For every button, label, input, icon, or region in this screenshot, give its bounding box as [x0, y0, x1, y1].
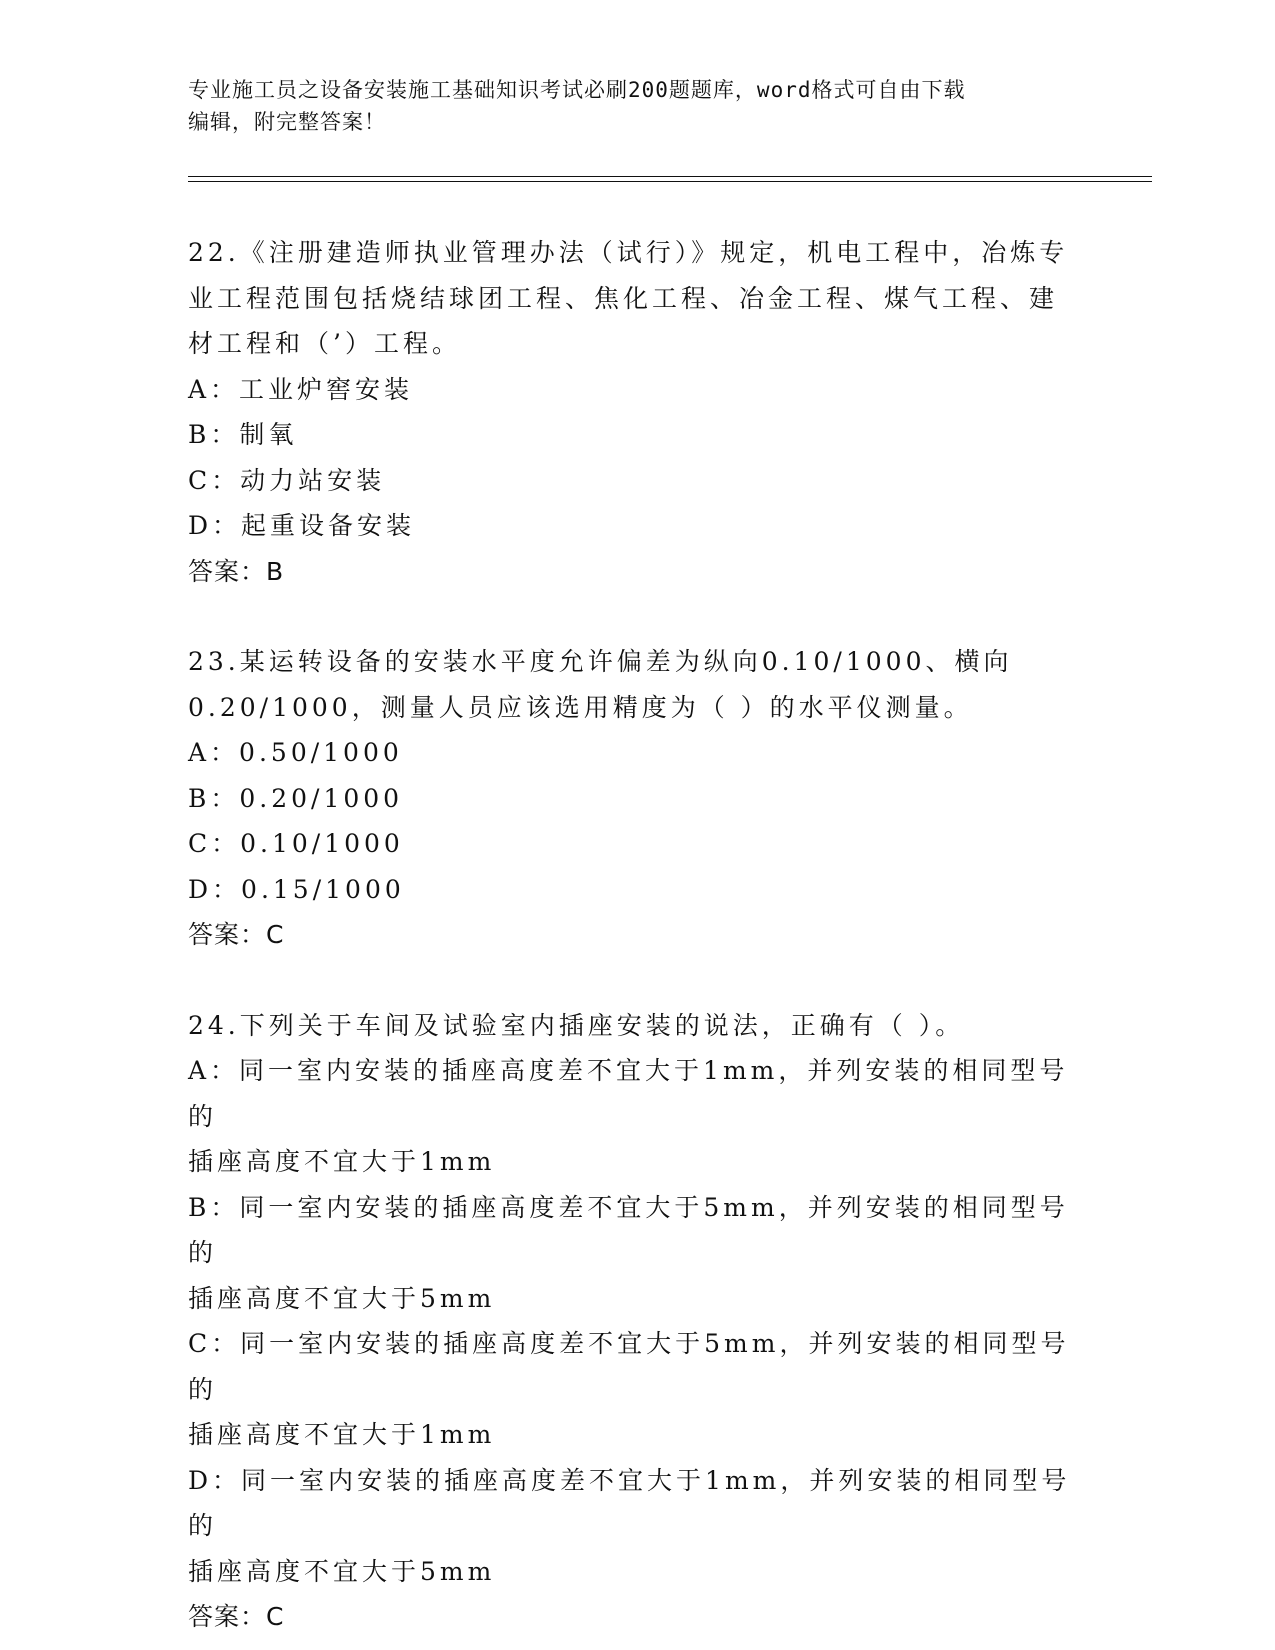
- option-b-continued: 插座高度不宜大于5mm: [188, 1283, 496, 1313]
- answer: 答案：B: [188, 556, 285, 586]
- option-b: B：0.20/1000: [188, 783, 404, 813]
- question-stem-line: 0.20/1000，测量人员应该选用精度为（ ）的水平仪测量。: [188, 692, 973, 722]
- question-stem-line: 24.下列关于车间及试验室内插座安装的说法，正确有（ ）。: [188, 1010, 965, 1040]
- option-c-continued: 插座高度不宜大于1mm: [188, 1420, 496, 1449]
- header-line: 编辑，附完整答案！: [188, 110, 386, 134]
- header-divider: [188, 181, 1152, 182]
- header-divider: [188, 176, 1152, 177]
- question-stem-line: 23.某运转设备的安装水平度允许偏差为纵向0.10/1000、横向: [188, 647, 1013, 676]
- question-stem-line: 材工程和（’）工程。: [188, 329, 461, 358]
- option-a: A：0.50/1000: [188, 738, 403, 767]
- answer: 答案：C: [188, 1602, 285, 1631]
- option-d: D：0.15/1000: [188, 874, 405, 904]
- answer: 答案：C: [188, 920, 285, 949]
- option-d: D：同一室内安装的插座高度差不宜大于1mm，并列安装的相同型号的: [188, 1465, 1071, 1540]
- option-a: A：工业炉窖安装: [188, 374, 414, 404]
- option-a: A：同一室内安装的插座高度差不宜大于1mm，并列安装的相同型号的: [188, 1056, 1069, 1131]
- question-22: [188, 230, 1088, 594]
- option-c: C：动力站安装: [188, 465, 386, 495]
- header-line: 专业施工员之设备安装施工基础知识考试必刷200题题库，word格式可自由下载: [188, 78, 966, 102]
- option-b: B：同一室内安装的插座高度差不宜大于5mm，并列安装的相同型号的: [188, 1192, 1069, 1267]
- question-stem-line: 22.《注册建造师执业管理办法（试行）》规定，机电工程中，冶炼专: [188, 238, 1069, 267]
- option-d-continued: 插座高度不宜大于5mm: [188, 1556, 496, 1586]
- option-a-continued: 插座高度不宜大于1mm: [188, 1147, 496, 1176]
- question-stem-line: 业工程范围包括烧结球团工程、焦化工程、冶金工程、煤气工程、建: [188, 283, 1059, 313]
- document-header: [188, 74, 1088, 138]
- option-d: D：起重设备安装: [188, 511, 416, 540]
- question-list: [188, 230, 1088, 1640]
- option-c: C：0.10/1000: [188, 829, 404, 858]
- question-23: [188, 639, 1088, 958]
- option-b: B：制氧: [188, 420, 298, 449]
- option-c: C：同一室内安装的插座高度差不宜大于5mm，并列安装的相同型号的: [188, 1329, 1070, 1404]
- question-24: [188, 1003, 1088, 1640]
